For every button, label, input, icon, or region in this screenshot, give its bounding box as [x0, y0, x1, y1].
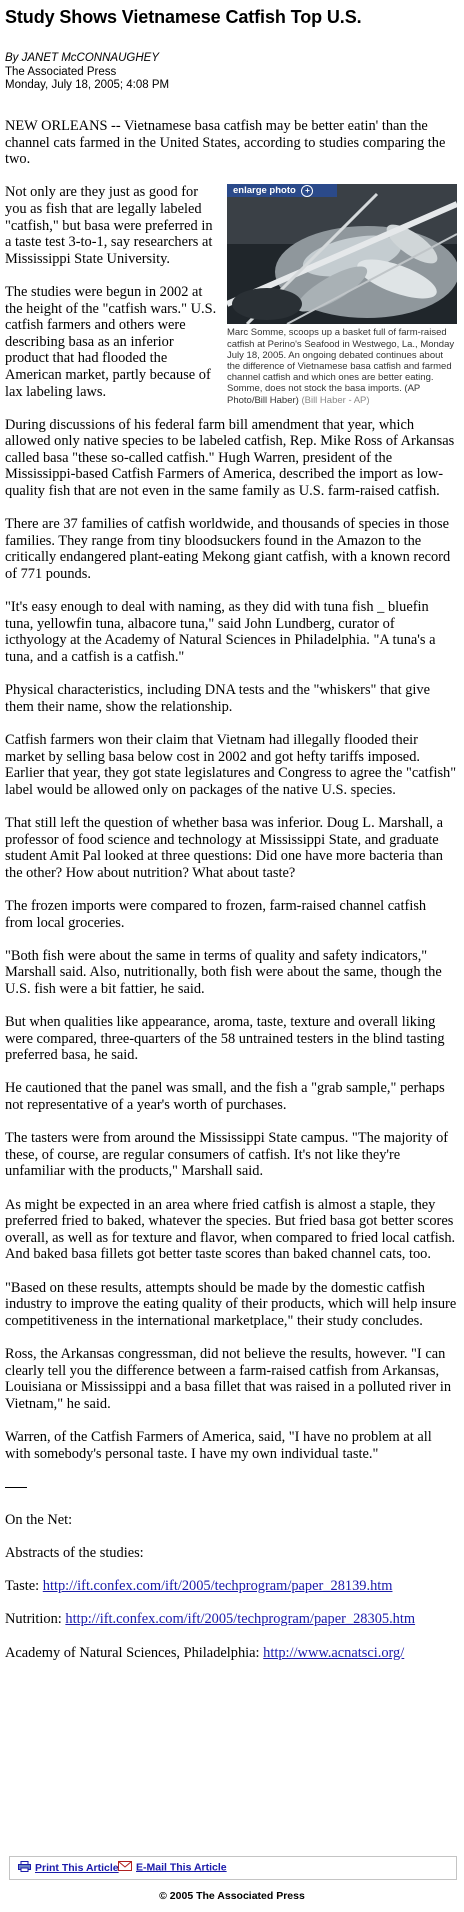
print-article-label: Print This Article — [35, 1861, 119, 1874]
link-label: Academy of Natural Sciences, Philadelphia: — [5, 1644, 260, 1661]
paragraph: NEW ORLEANS -- Vietnamese basa catfish may be better eatin' than the channel cats farmed in the United States, according to studies comparing the two. — [5, 118, 446, 168]
byline — [5, 52, 169, 93]
byline-author: By JANET McCONNAUGHEY — [5, 52, 159, 64]
link-label: Taste: — [5, 1578, 40, 1595]
paragraph: He cautioned that the panel was small, and the fish a "grab sample," perhaps not representative of a year's worth of purchases. — [5, 1080, 445, 1114]
copyright: © 2005 The Associated Press — [159, 1890, 305, 1902]
link-taste — [5, 1578, 457, 1595]
paragraph: There are 37 families of catfish worldwide, and thousands of species in those families. They range from tiny bloodsuckers found in the Amazon to the critically endangered plant-eating Mekong giant catfish, with a known record of 771 pounds. — [5, 516, 451, 583]
link-nutrition — [5, 1611, 457, 1628]
paragraph: Ross, the Arkansas congressman, did not believe the results, however. "I can clearly tell you the difference between a farm-raised catfish from Arkansas, Louisiana or Mississippi and a basa fillet that was raised in a polluted river in Vietnam," he said. — [5, 1345, 452, 1412]
paragraph: The studies were begun in 2002 at the height of the "catfish wars." U.S. catfish farmers and others were describing basa as an inferior product that had flooded the American market, partly because of lax labeling laws. — [5, 283, 217, 400]
paragraph: Not only are they just as good for you as fish that are legally labeled "catfish," but basa were preferred in a taste test 3-to-1, say researchers at Mississippi State University. — [5, 184, 213, 267]
email-article-button[interactable] — [118, 1861, 227, 1874]
paragraph: Catfish farmers won their claim that Vietnam had illegally flooded their market by selling basa below cost in 2002 and got hefty tariffs imposed. Earlier that year, they got state legislatures and Congress to agree the "catfish" label would be allowed only on packages of the native U.S. species. — [5, 731, 457, 798]
printer-icon — [18, 1861, 31, 1875]
email-icon — [118, 1861, 132, 1874]
paragraph: "Based on these results, attempts should be made by the domestic catfish industry to improve the eating quality of their products, which will help insure competitiveness in the international marketplace," their study concludes. — [5, 1279, 457, 1329]
on-the-net-label: On the Net: — [5, 1511, 73, 1528]
paragraph: "Both fish were about the same in terms of quality and safety indicators," Marshall said. Also, nutritionally, both fish were about the same, though the U.S. fish were a bit fattier, he said. — [5, 947, 442, 997]
byline-datetime: Monday, July 18, 2005; 4:08 PM — [5, 79, 170, 91]
paragraph: The frozen imports were compared to frozen, farm-raised channel catfish from local groceries. — [5, 897, 427, 931]
article-tools — [9, 1856, 457, 1880]
paragraph: During discussions of his federal farm bill amendment that year, which allowed only native species to be labeled catfish, Rep. Mike Ross of Arkansas called basa "these so-called catfish." Hugh Warren, president of the Mississippi-based Catfish Farmers of America, described the import as low-quality fish that are not even in the same family as U.S. farm-raised catfish. — [5, 416, 455, 500]
photo-caption — [227, 327, 457, 405]
taste-study-link[interactable]: http://ift.confex.com/ift/2005/techprogram/paper_28139.htm — [42, 1578, 393, 1595]
link-label: Nutrition: — [5, 1611, 62, 1628]
catfish-basket-photo[interactable] — [227, 184, 457, 324]
zoom-plus-icon: + — [301, 185, 313, 197]
photo-box — [227, 184, 457, 405]
link-academy — [5, 1645, 457, 1662]
photo-credit: (Bill Haber - AP) — [301, 394, 370, 406]
nutrition-study-link[interactable]: http://ift.confex.com/ift/2005/techprogram/paper_28305.htm — [65, 1611, 416, 1628]
enlarge-photo-button[interactable] — [227, 184, 337, 197]
paragraph: That still left the question of whether basa was inferior. Doug L. Marshall, a professor of food science and technology at Mississippi State, and graduate student Amit Pal looked at three questions: Did one have more bacteria than the other? How about nutrition? What about taste? — [5, 814, 444, 881]
abstracts-heading: Abstracts of the studies: — [5, 1545, 144, 1562]
headline: Study Shows Vietnamese Catfish Top U.S. — [5, 7, 362, 27]
photo-image — [227, 184, 457, 324]
email-article-label: E-Mail This Article — [136, 1861, 227, 1874]
print-article-button[interactable] — [18, 1861, 119, 1875]
academy-link[interactable]: http://www.acnatsci.org/ — [263, 1644, 405, 1661]
paragraph: The tasters were from around the Mississippi State campus. "The majority of these, of course, are regular consumers of catfish. It's not like they're unfamiliar with the products," Marshall said. — [5, 1130, 449, 1180]
end-divider — [5, 1479, 457, 1496]
paragraph: But when qualities like appearance, aroma, taste, texture and overall liking were compared, three-quarters of the 58 untrained testers in the blind tasting preferred basa, he said. — [5, 1014, 445, 1064]
enlarge-photo-label: enlarge photo — [233, 185, 296, 197]
article-body — [5, 118, 457, 1678]
paragraph: "It's easy enough to deal with naming, as they did with tuna fish _ bluefin tuna, yellowfin tuna, albacore tuna," said John Lundberg, curator of icthyology at the Academy of Natural Sciences in Philadelphia. "A tuna's a tuna, and a catfish is a catfish." — [5, 599, 436, 665]
byline-outlet: The Associated Press — [5, 65, 117, 78]
photo-caption-text: Marc Somme, scoops up a basket full of farm-raised catfish at Perino's Seafood in Westwego, La., Monday July 18, 2005. An ongoing debated continues about the difference of Vietnamese basa catfish and farmed channel catfish and which ones are better eating. Somme, does not stock the basa imports. (AP Photo/Bill Haber) — [227, 327, 455, 406]
paragraph: Physical characteristics, including DNA tests and the "whiskers" that give them their name, show the relationship. — [5, 682, 430, 715]
paragraph: Warren, of the Catfish Farmers of America, said, "I have no problem at all with somebody's personal taste. I have my own individual taste." — [5, 1428, 432, 1462]
paragraph: As might be expected in an area where fried catfish is almost a staple, they preferred fried to baked, whatever the species. But fried basa got better scores overall, as well as for texture and flavor, when compared to fried local catfish. And baked basa fillets got better taste scores than baked channel cats, too. — [5, 1196, 456, 1263]
